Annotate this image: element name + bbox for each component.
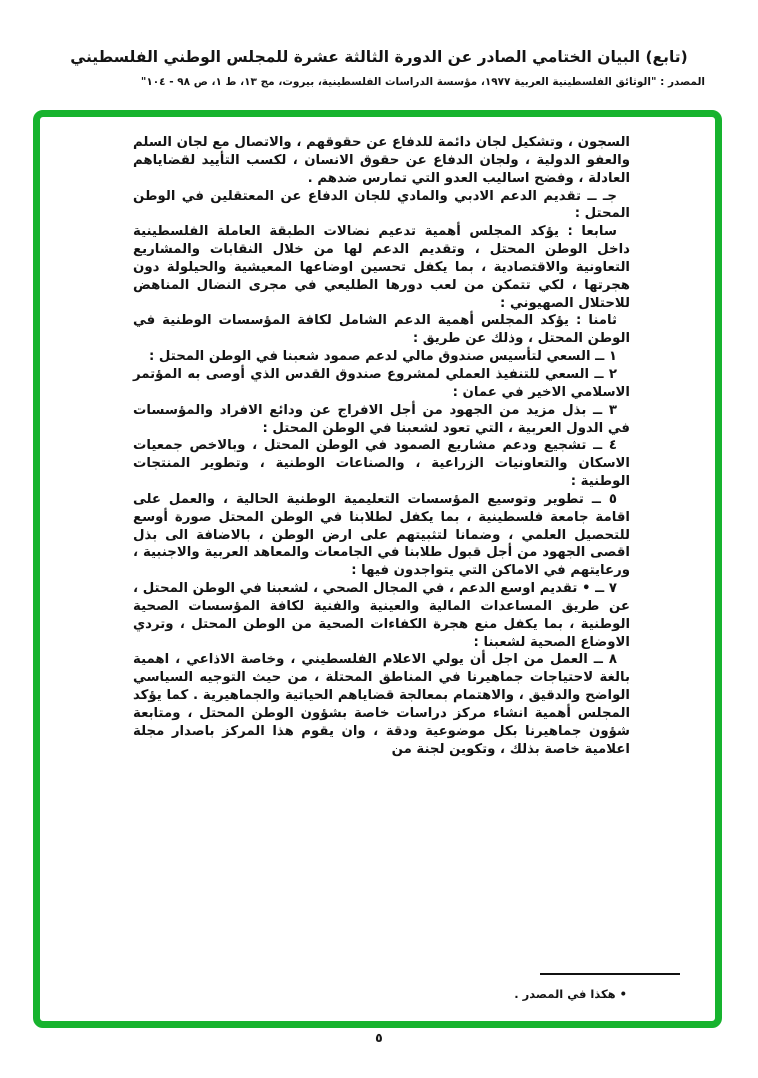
source-line: المصدر : "الوثائق الفلسطينية العربية ١٩٧٧، مؤسسة الدراسات الفلسطينية، بيروت، مج ١٣، ط ١، ص ٩٨ - ١٠٤" [140,76,705,88]
paragraph: ثامنا : يؤكد المجلس أهمية الدعم الشامل لكافة المؤسسات الوطنية في الوطن المحتل ، وذلك عن طريق : [133,313,630,347]
content-border-box [33,110,722,1028]
footnote-marker: • [619,987,627,1001]
paragraph: ٣ ــ بذل مزيد من الجهود من أجل الافراج عن ودائع الافراد والمؤسسات في الدول العربية ، التي تعود لشعبنا في الوطن المحتل : [133,402,630,436]
footnote-label: هكذا في المصدر . [514,987,616,1001]
footnote-divider [540,973,680,975]
paragraph: ٤ ــ تشجيع ودعم مشاريع الصمود في الوطن المحتل ، وبالاخص جمعيات الاسكان والتعاونيات الزراعية ، والصناعات الوطنية ، وتطوير المنتجات الوطنية : [133,438,630,490]
paragraph: ٧ ــ • تقديم اوسع الدعم ، في المجال الصحي ، لشعبنا في الوطن المحتل ، عن طريق المساعدات المالية والعينية والفنية لكافة المؤسسات الصحية الوطنية ، بما يكفل منع هجرة الكفاءات الصحية من الوطن المحتل ، وتردي الاوضاع الصحية لشعبنا : [133,581,630,650]
paragraph: ٨ ــ العمل من اجل أن يولي الاعلام الفلسطيني ، وخاصة الاذاعي ، اهمية بالغة لاحتياجات جماهيرنا في المناطق المحتلة ، من حيث التوجيه السياسي الواضح والدقيق ، والاهتمام بمعالجة قضاياهم الحياتية والجماهيرية . كما يؤكد المجلس أهمية انشاء مركز دراسات خاصة بشؤون الوطن المحتل ، ومتابعة شؤون جماهيرنا بكل موضوعية ودقة ، وان يقوم هذا المركز باصدار مجلة اعلامية خاصة بذلك ، وتكوين لجنة من [133,652,630,757]
body-text [133,134,630,759]
paragraph: سابعا : يؤكد المجلس أهمية تدعيم نضالات الطبقة العاملة الفلسطينية داخل الوطن المحتل ، وتقديم الدعم لها من خلال النقابات والمشاريع التعاونية والاقتصادية ، بما يكفل تحسين اوضاعها المعيشية والحيلولة دون هجرتها ، لكي تتمكن من لعب دورها الطليعي في مجرى النضال المناهض للاحتلال الصهيوني : [133,224,630,311]
page-number: ٥ [375,1030,383,1045]
page-title: (تابع) البيان الختامي الصادر عن الدورة الثالثة عشرة للمجلس الوطني الفلسطيني [70,48,688,67]
paragraph: ١ ــ السعي لتأسيس صندوق مالي لدعم صمود شعبنا في الوطن المحتل : [148,349,617,365]
paragraph: ٢ ــ السعي للتنفيذ العملي لمشروع صندوق القدس الذي أوصى به المؤتمر الاسلامي الاخير في عمان : [133,366,630,400]
paragraph: السجون ، وتشكيل لجان دائمة للدفاع عن حقوقهم ، والاتصال مع لجان السلم والعفو الدولية ، ولجان الدفاع عن حقوق الانسان ، لكسب التأييد لقضاياهم العادلة ، وفضح اساليب العدو التي تمارس ضدهم . [133,135,630,186]
paragraph: جـ ــ تقديم الدعم الادبي والمادي للجان الدفاع عن المعتقلين في الوطن المحتل : [133,188,630,222]
paragraph: ٥ ــ تطوير وتوسيع المؤسسات التعليمية الوطنية الحالية ، والعمل على اقامة جامعة فلسطينية ، بما يكفل لطلابنا في الوطن المحتل صورة أوسع للتحصيل العلمي ، وضمانا لتثبيتهم على ارض الوطن ، بالاضافة الى بذل اقصى الجهود من أجل قبول طلابنا في الجامعات والمعاهد العربية والاجنبية ، ورعايتهم في الاماكن التي يتواجدون فيها : [133,491,630,579]
footnote [514,987,627,1001]
